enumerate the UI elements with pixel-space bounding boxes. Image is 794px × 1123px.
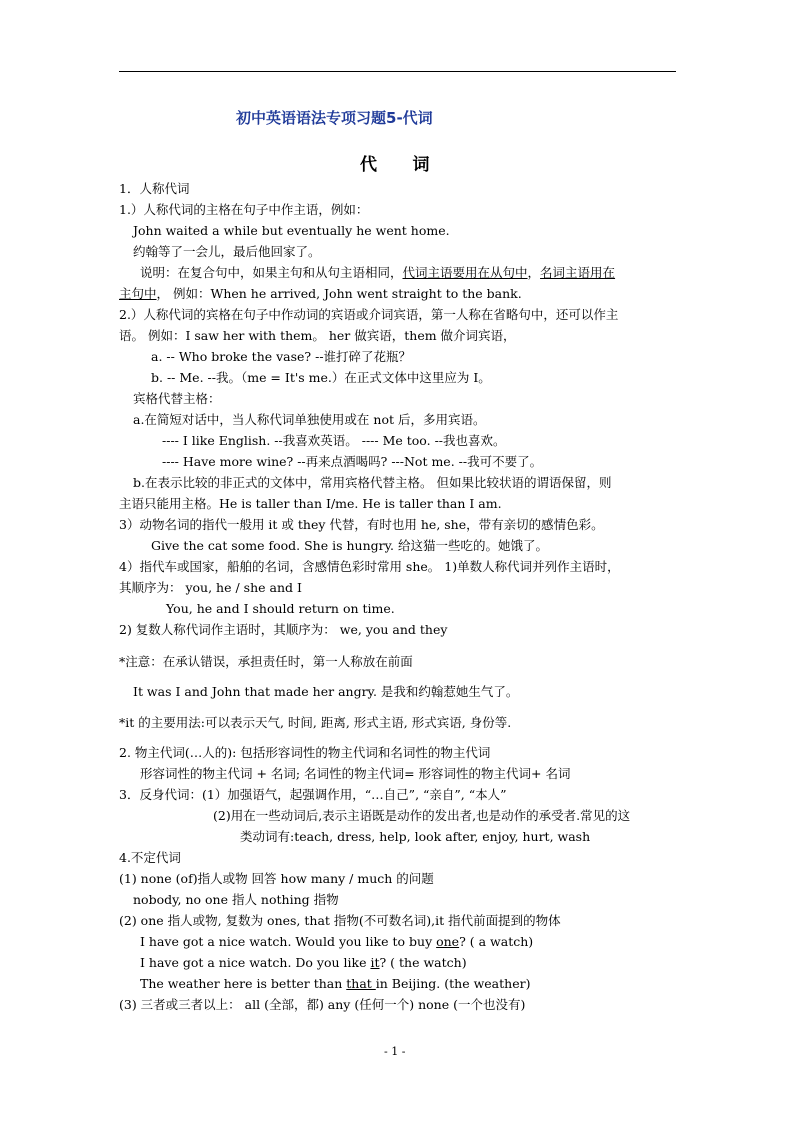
line-5	[140, 265, 615, 281]
line-35	[140, 934, 533, 950]
underlined-phrase: 名词主语用在	[540, 265, 616, 280]
line-21: You, he and I should return on time.	[166, 601, 395, 616]
line-33: nobody, no one 指人 nothing 指物	[133, 892, 339, 907]
line-9: a. -- Who broke the vase? --谁打碎了花瓶？	[151, 349, 412, 364]
line-37-text: The weather here is better than	[140, 976, 347, 991]
line-27: 形容词性的物主代词 + 名词; 名词性的物主代词= 形容词性的物主代词+ 名词	[140, 766, 571, 781]
line-7: 2.）人称代词的宾格在句子中作动词的宾语或介词宾语，第一人称在省略句中，还可以作主	[119, 307, 619, 322]
line-13: ---- I like English. --我喜欢英语。 ---- Me too. --我也喜欢。	[162, 433, 506, 448]
underlined-word: that	[346, 976, 376, 991]
section-heading: 代 词	[360, 155, 430, 175]
underlined-word: it	[370, 955, 380, 970]
line-8: 语。 例如：I saw her with them。 her 做宾语，them 做介词宾语，	[119, 328, 516, 343]
line-36-text: I have got a nice watch. Do you like	[140, 955, 371, 970]
line-5-text: 说明：在复合句中，如果主句和从句主语相同，	[140, 265, 403, 280]
line-4: 约翰等了一会儿，最后他回家了。	[133, 244, 321, 259]
line-38: (3) 三者或三者以上： all (全部，都) any (任何一个) none (一个也没有)	[119, 997, 526, 1012]
line-32: (1) none (of)指人或物 回答 how many / much 的问题	[119, 871, 434, 886]
line-11: 宾格代替主格：	[133, 391, 221, 406]
line-12: a.在简短对话中，当人称代词单独使用或在 not 后，多用宾语。	[133, 412, 486, 427]
line-1: 1．人称代词	[119, 181, 190, 196]
document-title: 初中英语语法专项习题5-代词	[236, 109, 433, 127]
line-5-comma: ，	[527, 265, 541, 280]
line-22: 2) 复数人称代词作主语时，其顺序为： we, you and they	[119, 622, 448, 637]
line-30: 类动词有:teach, dress, help, look after, enjoy, hurt, wash	[240, 829, 591, 844]
line-15: b.在表示比较的非正式的文体中，常用宾格代替主格。 但如果比较状语的谓语保留，则	[133, 475, 612, 490]
line-37	[140, 976, 530, 992]
line-10: b. -- Me. --我。（me = It's me.）在正式文体中这里应为 I。	[151, 370, 491, 385]
line-14: ---- Have more wine? --再来点酒喝吗? ---Not me. --我可不要了。	[162, 454, 543, 469]
line-17: 3）动物名词的指代一般用 it 或 they 代替，有时也用 he, she，带有亲切的感情色彩。	[119, 517, 604, 532]
line-34: (2) one 指人或物, 复数为 ones, that 指物(不可数名词),it 指代前面提到的物体	[119, 913, 561, 928]
underlined-phrase: 代词主语要用在从句中	[402, 265, 528, 280]
line-24: It was I and John that made her angry. 是我和约翰惹她生气了。	[133, 684, 519, 699]
line-18: Give the cat some food. She is hungry. 给这猫一些吃的。她饿了。	[151, 538, 548, 553]
line-31: 4.不定代词	[119, 850, 181, 865]
line-20: 其顺序为： you, he / she and I	[119, 580, 302, 595]
line-25: *it 的主要用法:可以表示天气, 时间, 距离, 形式主语, 形式宾语, 身份等.	[119, 715, 512, 730]
line-26: 2. 物主代词(…人的): 包括形容词性的物主代词和名词性的物主代词	[119, 745, 491, 760]
line-29: (2)用在一些动词后,表示主语既是动作的发出者,也是动作的承受者.常见的这	[213, 808, 631, 823]
line-16: 主语只能用主格。He is taller than I/me. He is taller than I am.	[119, 496, 502, 511]
line-35-tail: ? ( a watch)	[459, 934, 534, 949]
line-37-tail: in Beijing. (the weather)	[375, 976, 531, 991]
line-35-text: I have got a nice watch. Would you like to buy	[140, 934, 437, 949]
underlined-phrase: 主句中	[119, 286, 157, 301]
line-28: 3．反身代词：(1）加强语气，起强调作用，“…自己”, “亲自”, “本人”	[119, 787, 507, 802]
line-19: 4）指代车或国家，船舶的名词，含感情色彩时常用 she。 1)单数人称代词并列作主语时，	[119, 559, 620, 574]
line-23: *注意：在承认错误，承担责任时，第一人称放在前面	[119, 654, 413, 669]
line-6-text: ， 例如：When he arrived, John went straight to the bank.	[156, 286, 522, 301]
line-36-tail: ? ( the watch)	[379, 955, 467, 970]
header-rule	[119, 71, 676, 72]
underlined-word: one	[436, 934, 460, 949]
line-36	[140, 955, 467, 971]
page-number: - 1 -	[384, 1045, 406, 1058]
line-6	[119, 286, 522, 302]
line-3: John waited a while but eventually he went home.	[133, 223, 450, 238]
line-2: 1.）人称代词的主格在句子中作主语，例如：	[119, 202, 369, 217]
